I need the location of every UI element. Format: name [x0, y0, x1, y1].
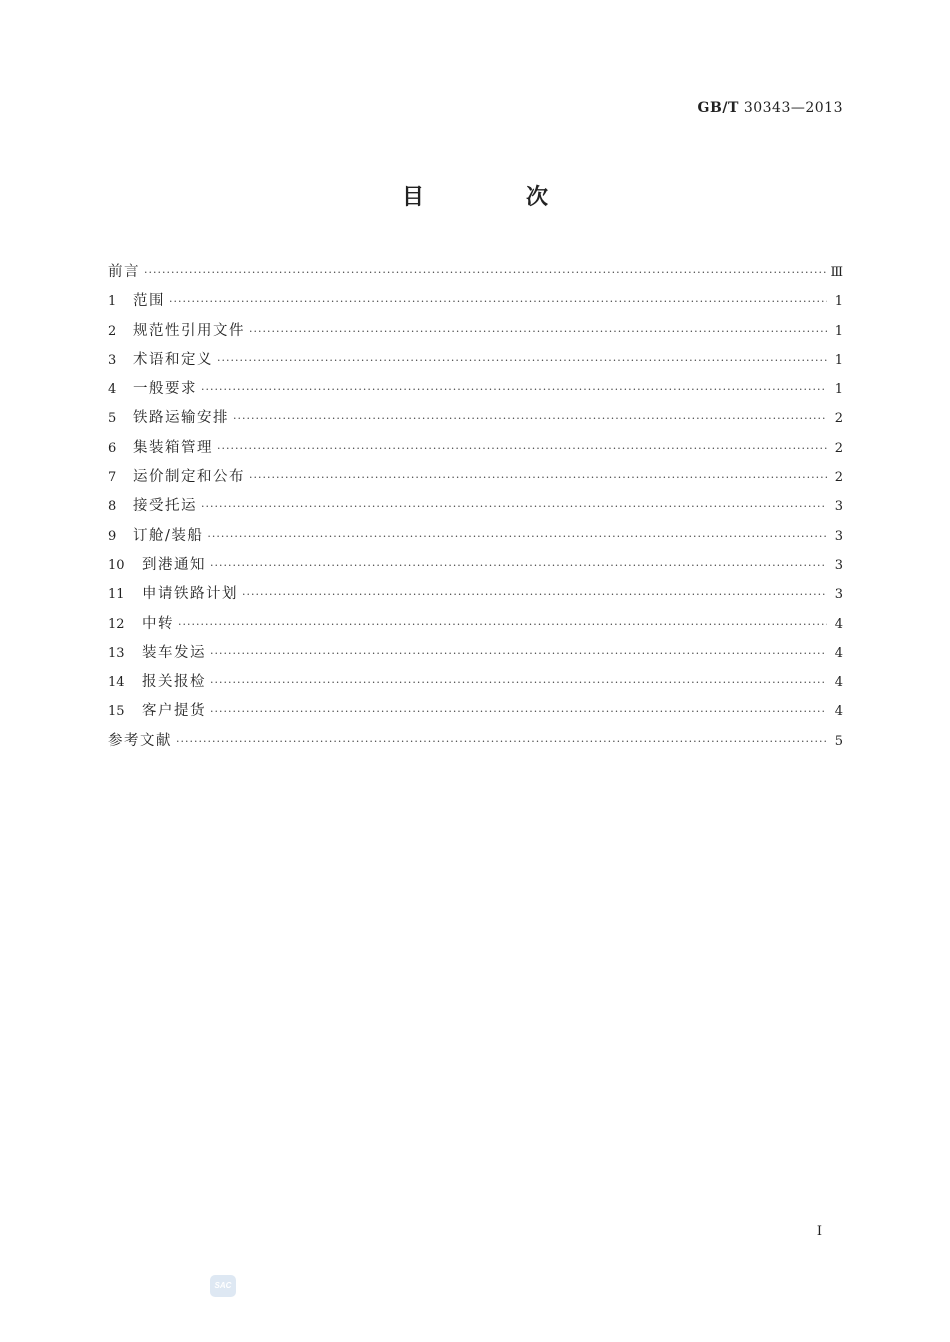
- toc-entry-label: 铁路运输安排: [133, 410, 229, 427]
- toc-dot-leader: [207, 522, 827, 551]
- toc-dot-leader: [217, 434, 827, 463]
- toc-entry-label: 规范性引用文件: [133, 322, 245, 339]
- toc-entry-number: 6: [108, 440, 117, 456]
- toc-entry-page: 4: [834, 645, 843, 661]
- toc-entry[interactable]: [108, 697, 843, 726]
- toc-entry-number: 8: [108, 499, 117, 515]
- toc-dot-leader: [178, 610, 827, 639]
- toc-entry-page: 4: [834, 675, 843, 691]
- toc-entry-page: 1: [834, 352, 843, 368]
- toc-entry-page: 5: [834, 733, 843, 749]
- toc-entry-page: 4: [834, 704, 843, 720]
- toc-entry-page: 1: [834, 323, 843, 339]
- toc-entry[interactable]: [108, 375, 843, 404]
- toc-dot-leader: [210, 639, 827, 668]
- toc-entry-number: 14: [108, 675, 125, 691]
- toc-entry-label: 装车发运: [142, 644, 206, 661]
- toc-entry-number: 2: [108, 323, 117, 339]
- toc-entry-number: 12: [108, 616, 125, 632]
- toc-entry-label: 运价制定和公布: [133, 469, 245, 486]
- toc-entry-page: 2: [834, 411, 843, 427]
- toc-entry[interactable]: [108, 639, 843, 668]
- standard-prefix: GB/T: [697, 100, 739, 116]
- toc-entry-label: 一般要求: [133, 381, 197, 398]
- toc-entry[interactable]: [108, 610, 843, 639]
- toc-entry-page: 3: [834, 528, 843, 544]
- toc-entry-label: 申请铁路计划: [142, 586, 238, 603]
- toc-entry[interactable]: [108, 463, 843, 492]
- toc-entry[interactable]: [108, 434, 843, 463]
- toc-entry[interactable]: [108, 668, 843, 697]
- toc-entry[interactable]: [108, 287, 843, 316]
- toc-dot-leader: [169, 287, 827, 316]
- toc-entry[interactable]: [108, 258, 843, 287]
- toc-entry-label: 集装箱管理: [133, 439, 213, 456]
- toc-entry-page: 4: [834, 616, 843, 632]
- toc-entry-number: 5: [108, 411, 117, 427]
- toc-dot-leader: [249, 463, 827, 492]
- toc-entry-number: 13: [108, 645, 125, 661]
- toc-entry[interactable]: [108, 580, 843, 609]
- toc-entry[interactable]: [108, 404, 843, 433]
- standard-code: [698, 100, 843, 116]
- toc-entry[interactable]: [108, 551, 843, 580]
- sac-logo-watermark: SAC: [210, 1275, 236, 1297]
- toc-entry-label: 前言: [108, 264, 140, 280]
- toc-entry[interactable]: [108, 522, 843, 551]
- toc-entry-number: 3: [108, 352, 117, 368]
- toc-entry-number: 1: [108, 294, 117, 310]
- toc-entry-label: 术语和定义: [133, 351, 213, 368]
- toc-entry-label: 订舱/装船: [133, 527, 204, 544]
- page-title: 目 次: [401, 184, 588, 210]
- toc-entry-page: 1: [834, 294, 843, 310]
- toc-entry-number: 10: [108, 557, 125, 573]
- table-of-contents: [108, 258, 843, 756]
- toc-entry-page: 3: [834, 499, 843, 515]
- toc-entry-page: Ⅲ: [830, 265, 843, 280]
- toc-entry-label: 客户提货: [142, 703, 206, 720]
- toc-dot-leader: [217, 346, 827, 375]
- toc-entry-number: 11: [108, 587, 125, 603]
- toc-entry[interactable]: [108, 317, 843, 346]
- toc-dot-leader: [201, 375, 827, 404]
- toc-entry-page: 2: [834, 440, 843, 456]
- toc-entry-label: 参考文献: [108, 732, 172, 749]
- toc-entry-page: 1: [834, 382, 843, 398]
- page-number: I: [816, 1224, 822, 1239]
- toc-entry-label: 中转: [142, 615, 174, 632]
- toc-entry-label: 报关报检: [142, 674, 206, 691]
- toc-dot-leader: [249, 317, 827, 346]
- standard-number: 30343—2013: [743, 100, 843, 116]
- toc-entry-label: 到港通知: [142, 556, 206, 573]
- toc-entry[interactable]: [108, 346, 843, 375]
- toc-entry[interactable]: [108, 727, 843, 756]
- toc-entry-label: 接受托运: [133, 498, 197, 515]
- toc-dot-leader: [233, 404, 827, 433]
- toc-entry-page: 3: [834, 557, 843, 573]
- toc-entry-number: 7: [108, 470, 117, 486]
- toc-dot-leader: [210, 697, 827, 726]
- toc-entry-number: 15: [108, 704, 125, 720]
- toc-entry-page: 3: [834, 587, 843, 603]
- toc-dot-leader: [176, 727, 827, 756]
- toc-entry-page: 2: [834, 470, 843, 486]
- toc-dot-leader: [144, 258, 826, 287]
- toc-dot-leader: [210, 551, 827, 580]
- toc-entry-label: 范围: [133, 293, 165, 310]
- toc-dot-leader: [210, 668, 827, 697]
- toc-dot-leader: [201, 492, 827, 521]
- toc-dot-leader: [242, 580, 827, 609]
- toc-entry[interactable]: [108, 492, 843, 521]
- toc-entry-number: 4: [108, 382, 117, 398]
- toc-entry-number: 9: [108, 528, 117, 544]
